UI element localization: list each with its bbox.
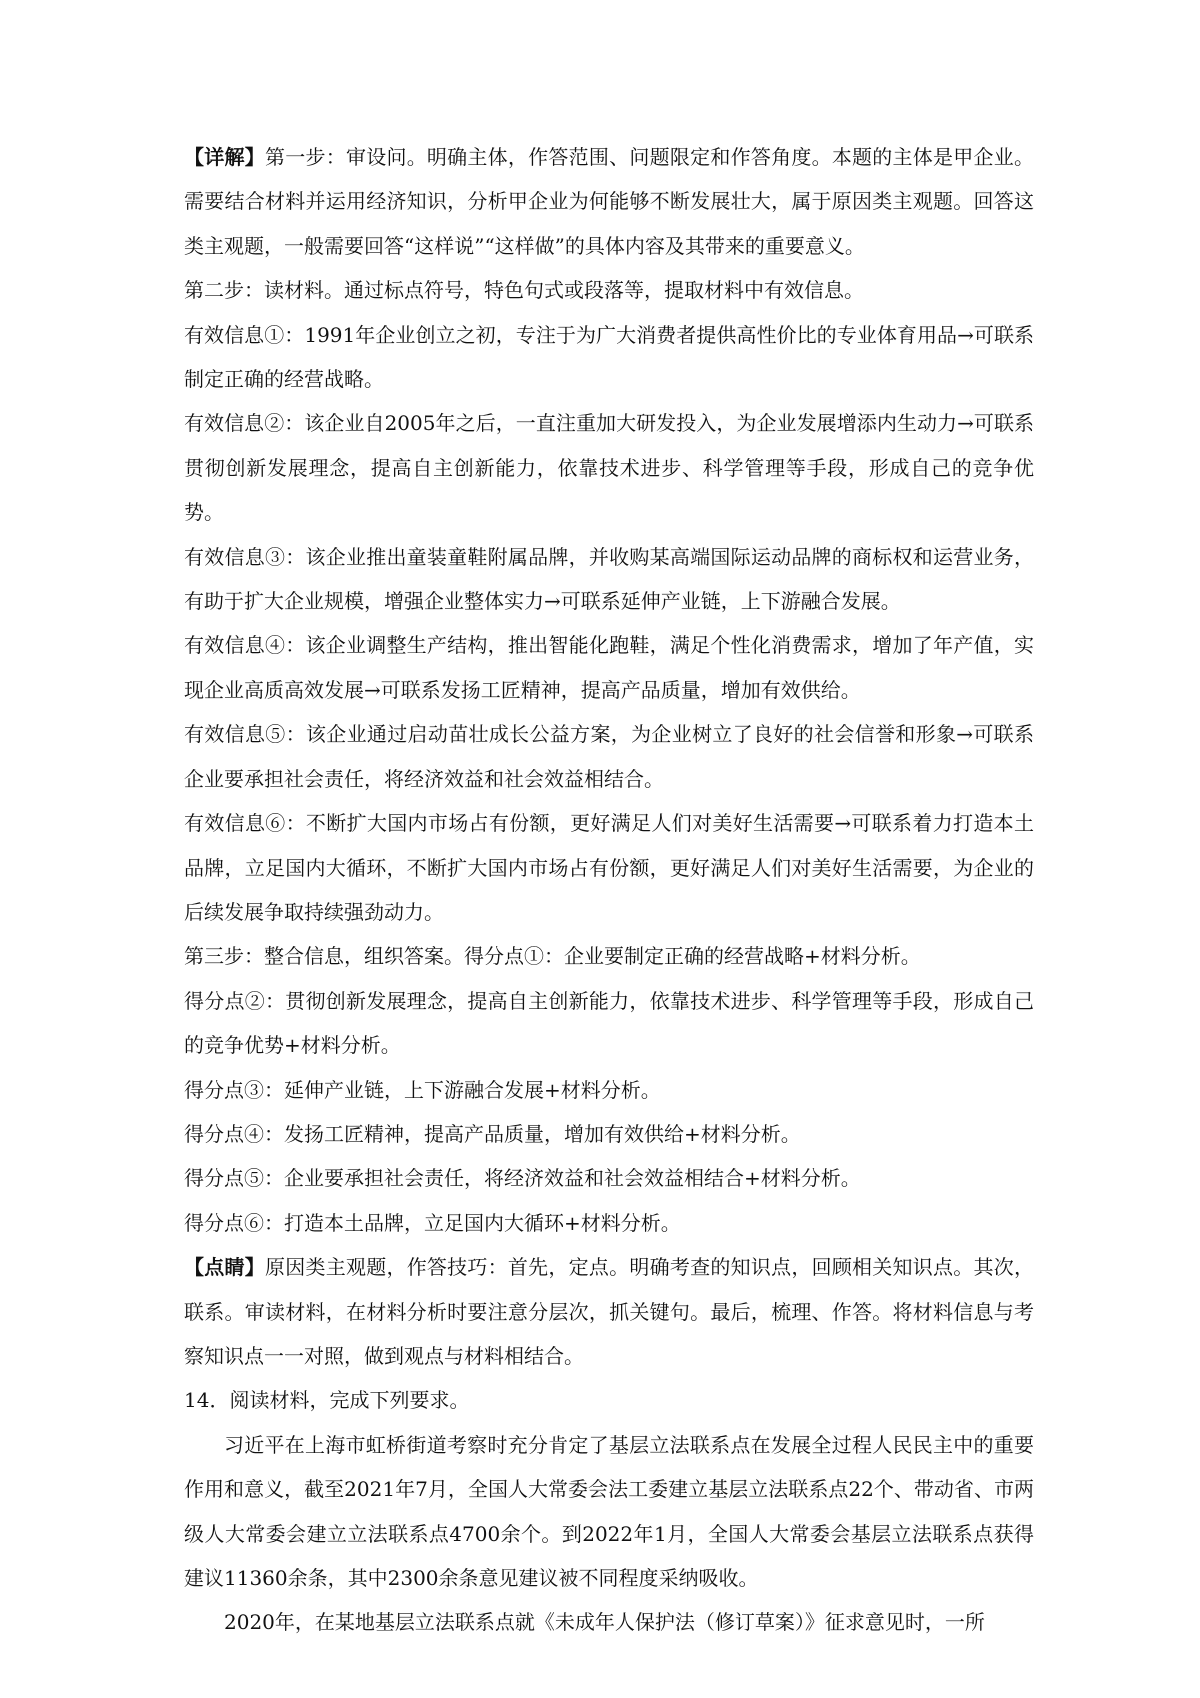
tag-explanation: 【详解】: [184, 145, 265, 169]
paragraph-text: 第三步：整合信息，组织答案。得分点①：企业要制定正确的经营战略+材料分析。: [184, 944, 921, 969]
paragraph-text: 得分点⑤：企业要承担社会责任，将经济效益和社会效益相结合+材料分析。: [184, 1166, 861, 1191]
paragraph-point-4: [184, 1112, 1034, 1156]
paragraph-text: 14．阅读材料，完成下列要求。: [184, 1388, 470, 1413]
paragraph-text: 有效信息④：该企业调整生产结构，推出智能化跑鞋，满足个性化消费需求，增加了年产值，实现企业高质高效发展→可联系发扬工匠精神，提高产品质量，增加有效供给。: [184, 633, 1034, 702]
paragraph-text: 得分点②：贯彻创新发展理念，提高自主创新能力，依靠技术进步、科学管理等手段，形成自己的竞争优势+材料分析。: [184, 988, 1034, 1058]
paragraph-text: 得分点③：延伸产业链，上下游融合发展+材料分析。: [184, 1077, 661, 1102]
material-paragraph-2: 2020年，在某地基层立法联系点就《未成年人保护法（修订草案）》征求意见时，一所: [224, 1610, 985, 1635]
paragraph-step-two: [184, 268, 1034, 312]
paragraph-info-2: [184, 401, 1034, 534]
paragraph-point-6: [184, 1201, 1034, 1245]
paragraph-text: 得分点⑥：打造本土品牌，立足国内大循环+材料分析。: [184, 1210, 681, 1235]
paragraph-info-6: [184, 801, 1034, 934]
paragraph-step-three: [184, 934, 1034, 978]
paragraph-info-5: [184, 712, 1034, 801]
material-paragraph-1: 习近平在上海市虹桥街道考察时充分肯定了基层立法联系点在发展全过程人民民主中的重要作用和意义，截至2021年7月，全国人大常委会法工委建立基层立法联系点22个、带动省、市两级人大常委会建立立法联系点4700余个。到2022年1月，全国人大常委会基层立法联系点获得建议11360余条，其中2300余条意见建议被不同程度采纳吸收。: [184, 1432, 1034, 1590]
paragraph-text: 有效信息②：该企业自2005年之后，一直注重加大研发投入，为企业发展增添内生动力→可联系贯彻创新发展理念，提高自主创新能力，依靠技术进步、科学管理等手段，形成自己的竞争优势。: [184, 411, 1034, 525]
document-body: [184, 135, 1034, 1645]
paragraph-text: 有效信息⑤：该企业通过启动苗壮成长公益方案，为企业树立了良好的社会信誉和形象→可联系企业要承担社会责任，将经济效益和社会效益相结合。: [184, 722, 1034, 791]
paragraph-text: 有效信息①：1991年企业创立之初，专注于为广大消费者提供高性价比的专业体育用品→可联系制定正确的经营战略。: [184, 322, 1034, 392]
paragraph-info-4: [184, 623, 1034, 712]
paragraph-text: 原因类主观题，作答技巧：首先，定点。明确考查的知识点，回顾相关知识点。其次，联系。审读材料，在材料分析时要注意分层次，抓关键句。最后，梳理、作答。将材料信息与考察知识点一一对照，做到观点与材料相结合。: [184, 1255, 1035, 1368]
tag-key-point: 【点睛】: [184, 1255, 265, 1280]
paragraph-point-2: [184, 979, 1034, 1068]
paragraph-text: 有效信息③：该企业推出童装童鞋附属品牌，并收购某高端国际运动品牌的商标权和运营业务，有助于扩大企业规模，增强企业整体实力→可联系延伸产业链，上下游融合发展。: [184, 544, 1034, 614]
paragraph-text: 有效信息⑥：不断扩大国内市场占有份额，更好满足人们对美好生活需要→可联系着力打造本土品牌，立足国内大循环，不断扩大国内市场占有份额，更好满足人们对美好生活需要，为企业的后续发展争取持续强劲动力。: [184, 811, 1034, 924]
paragraph-text: 得分点④：发扬工匠精神，提高产品质量，增加有效供给+材料分析。: [184, 1121, 801, 1146]
paragraph-text: 第二步：读材料。通过标点符号，特色句式或段落等，提取材料中有效信息。: [184, 278, 864, 303]
paragraph-point-3: [184, 1068, 1034, 1112]
paragraph-info-3: [184, 535, 1034, 624]
paragraph-info-1: [184, 313, 1034, 402]
paragraph-key-point: [184, 1245, 1034, 1378]
paragraph-explanation: [184, 135, 1034, 268]
paragraph-point-5: [184, 1156, 1034, 1200]
paragraph-text: 第一步：审设问。明确主体，作答范围、问题限定和作答角度。本题的主体是甲企业。需要结合材料并运用经济知识，分析甲企业为何能够不断发展壮大，属于原因类主观题。回答这类主观题，一般需要回答“这样说”“这样做”的具体内容及其带来的重要意义。: [184, 145, 1035, 258]
question-14: [184, 1378, 1034, 1422]
